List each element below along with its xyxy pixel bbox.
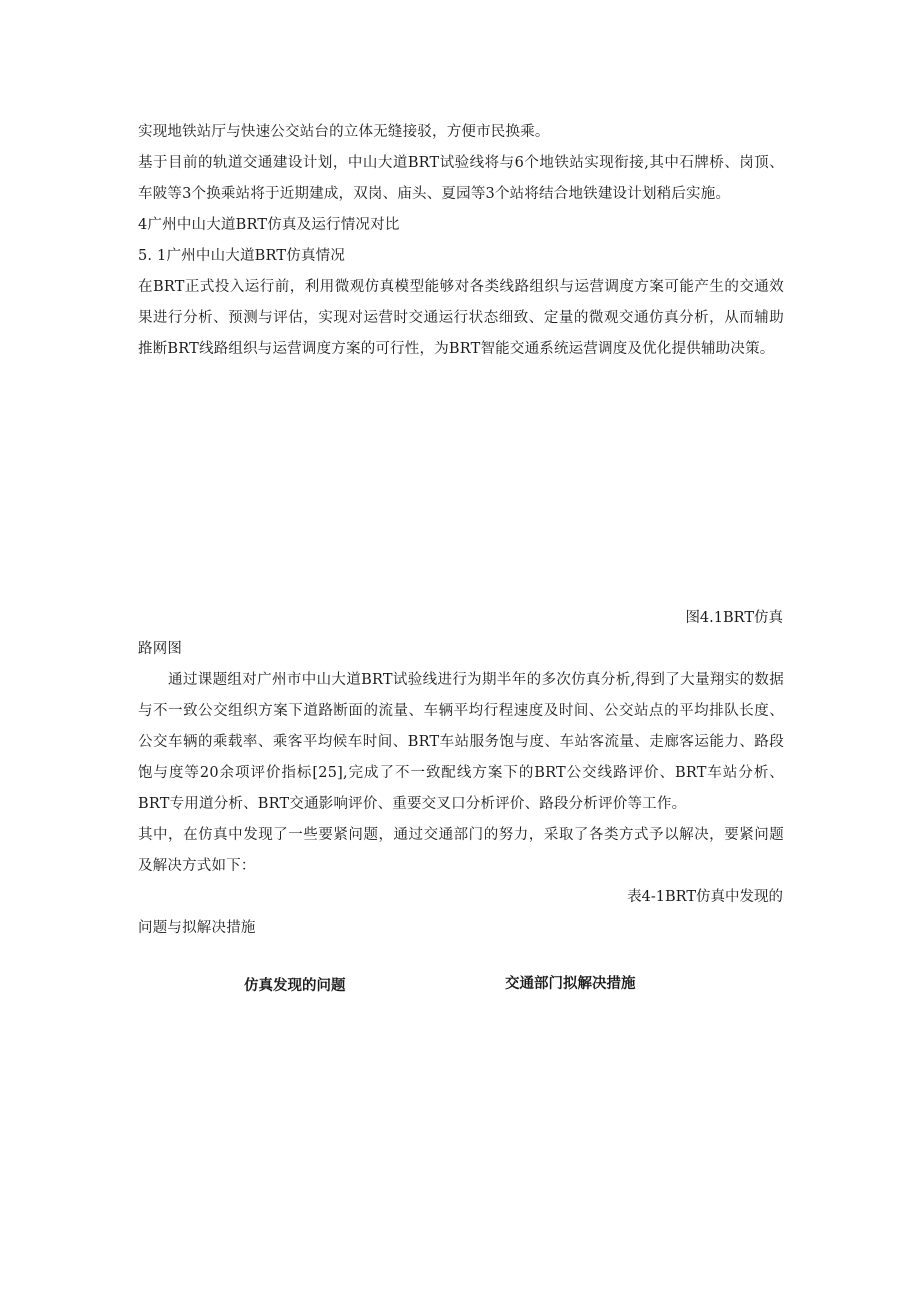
paragraph-simulation-results: 通过课题组对广州市中山大道BRT试验线进行为期半年的多次仿真分析,得到了大量翔实的数据与不一致公交组织方案下道路断面的流量、车辆平均行程速度及时间、公交站点的平均排队长度、公交车辆的乘载率、乘客平均候车时间、BRT车站服务饱与度、车站客流量、走廊客运能力、路段饱与度等20余项评价指标[25],完成了不一致配线方案下的BRT公交线路评价、BRT车站分析、BRT专用道分析、BRT交通影响评价、重要交叉口分析评价、路段分析评价等工作。: [138, 672, 784, 812]
table-header-solutions: 交通部门拟解决措施: [505, 976, 636, 992]
section-heading-4: 4广州中山大道BRT仿真及运行情况对比: [138, 217, 400, 233]
table-header-problems: 仿真发现的问题: [244, 978, 346, 994]
paragraph-simulation-intro: 在BRT正式投入运行前，利用微观仿真模型能够对各类线路组织与运营调度方案可能产生的交通效果进行分析、预测与评估，实现对运营时交通运行状态细致、定量的微观交通仿真分析，从而辅助推断BRT线路组织与运营调度方案的可行性，为BRT智能交通系统运营调度及优化提供辅助决策。: [138, 279, 784, 357]
paragraph-metro-stations: 基于目前的轨道交通建设计划，中山大道BRT试验线将与6个地铁站实现衔接,其中石牌桥、岗顶、车陂等3个换乘站将于近期建成，双岗、庙头、夏园等3个站将结合地铁建设计划稍后实施。: [138, 155, 784, 202]
figure-caption-continued: 路网图: [138, 641, 183, 657]
paragraph-problems-intro: 其中，在仿真中发现了一些要紧问题，通过交通部门的努力，采取了各类方式予以解决，要紧问题及解决方式如下：: [138, 827, 784, 874]
table-caption: 表4-1BRT仿真中发现的: [627, 889, 783, 905]
section-heading-5-1: 5. 1广州中山大道BRT仿真情况: [138, 248, 346, 264]
table-caption-continued: 问题与拟解决措施: [138, 920, 256, 936]
figure-caption: 图4.1BRT仿真: [685, 610, 783, 626]
paragraph-metro-connection: 实现地铁站厅与快速公交站台的立体无缝接驳，方便市民换乘。: [138, 124, 550, 140]
